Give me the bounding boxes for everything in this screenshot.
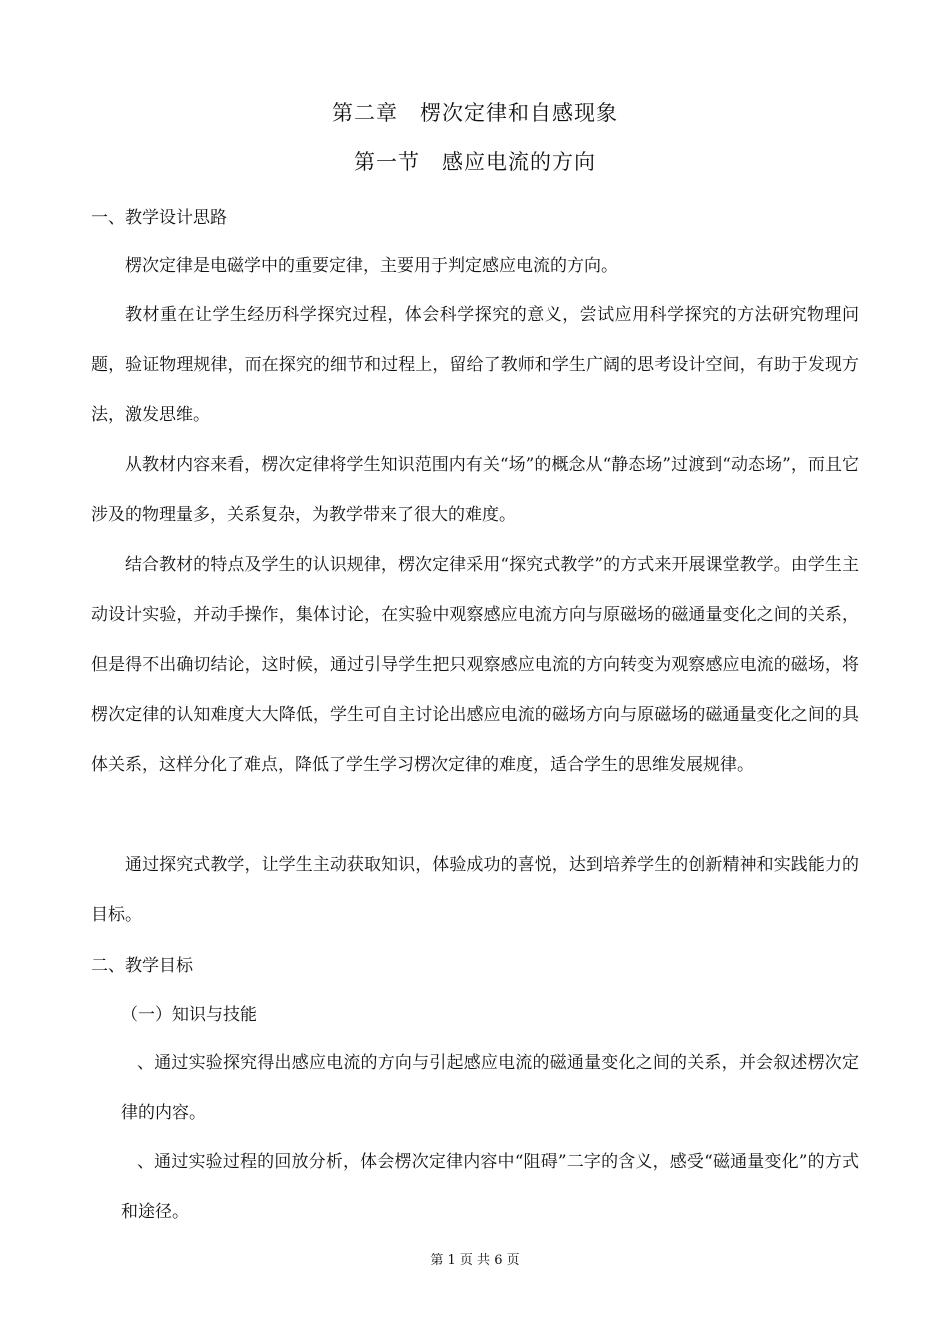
section-title: 第一节 感应电流的方向 [354,150,596,174]
paragraph-2: 教材重在让学生经历科学探究过程，体会科学探究的意义，尝试应用科学探究的方法研究物理问题，验证物理规律，而在探究的细节和过程上，留给了教师和学生广阔的思考设计空间，有助于发现方法，激发思维。 [91,305,859,425]
heading-teaching-goals: 二、教学目标 [91,956,193,976]
goal-item-1 [121,1038,859,1138]
heading-teaching-design: 一、教学设计思路 [91,208,227,228]
paragraph-3: 从教材内容来看，楞次定律将学生知识范围内有关“场”的概念从“静态场”过渡到“动态场”，而且它涉及的物理量多，关系复杂，为教学带来了很大的难度。 [91,455,859,525]
subheading-knowledge-skills: （一）知识与技能 [121,1005,257,1025]
paragraph-5: 通过探究式教学，让学生主动获取知识，体验成功的喜悦，达到培养学生的创新精神和实践能力的目标。 [91,855,859,925]
goal-item-1-text: 、通过实验探究得出感应电流的方向与引起感应电流的磁通量变化之间的关系，并会叙述楞次定律的内容。 [121,1053,859,1123]
goal-item-2-text: 、通过实验过程的回放分析，体会楞次定律内容中“阻碍”二字的含义，感受“磁通量变化”的方式和途径。 [121,1152,859,1222]
paragraph-4: 结合教材的特点及学生的认识规律，楞次定律采用“探究式教学”的方式来开展课堂教学。由学生主动设计实验，并动手操作，集体讨论，在实验中观察感应电流方向与原磁场的磁通量变化之间的关系，但是得不出确切结论，这时候，通过引导学生把只观察感应电流的方向转变为观察感应电流的磁场，将楞次定律的认知难度大大降低，学生可自主讨论出感应电流的磁场方向与原磁场的磁通量变化之间的具体关系，这样分化了难点，降低了学生学习楞次定律的难度，适合学生的思维发展规律。 [91,555,859,775]
page-footer: 第 1 页 共 6 页 [430,1253,520,1268]
goal-item-2 [121,1137,859,1237]
paragraph-1: 楞次定律是电磁学中的重要定律，主要用于判定感应电流的方向。 [125,256,618,276]
chapter-title: 第二章 楞次定律和自感现象 [332,101,618,125]
